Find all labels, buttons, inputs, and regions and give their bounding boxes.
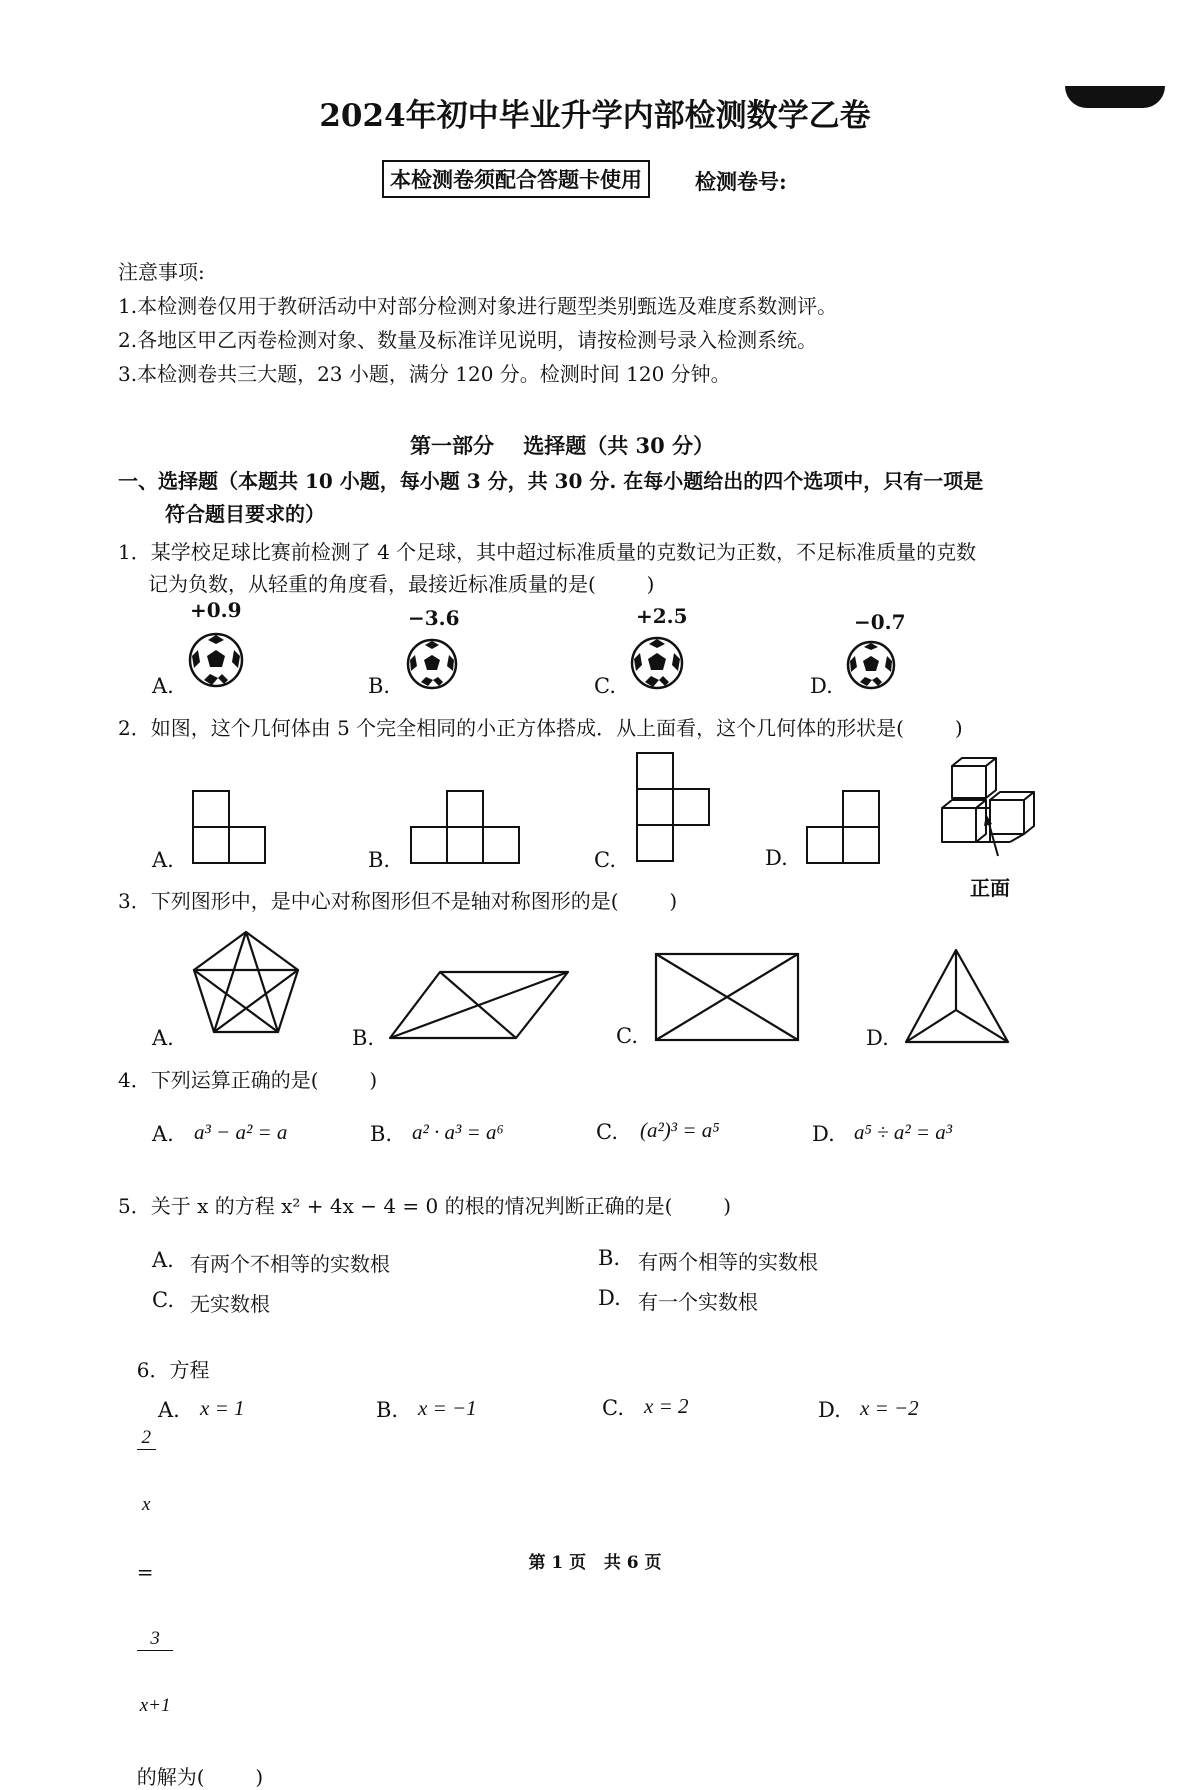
option-expr: a² · a³ = a⁶ xyxy=(412,1120,504,1144)
option-expr: x = −1 xyxy=(418,1396,477,1420)
soccer-ball-icon xyxy=(188,632,244,688)
parallelogram-figure xyxy=(388,970,570,1040)
notice-item: 3.本检测卷共三大题，23 小题，满分 120 分。检测时间 120 分钟。 xyxy=(118,362,731,386)
section-heading: 一、选择题（本题共 10 小题，每小题 3 分，共 30 分. 在每小题给出的四个选项中，只有一项是 xyxy=(118,469,984,493)
option-label: C. xyxy=(594,674,616,698)
option-label: A. xyxy=(158,1398,180,1422)
boxed-note: 本检测卷须配合答题卡使用 xyxy=(382,160,650,198)
top-view-option-d xyxy=(806,790,882,866)
option-label: B. xyxy=(598,1246,621,1270)
soccer-ball-icon xyxy=(846,640,896,690)
ball-value-a: +0.9 xyxy=(190,598,242,622)
part-title: 第一部分 选择题（共 30 分） xyxy=(410,433,715,458)
option-label: C. xyxy=(594,848,616,872)
ball-value-b: −3.6 xyxy=(408,606,460,630)
option-expr: x = 2 xyxy=(644,1394,689,1418)
option-label: D. xyxy=(812,1122,835,1146)
top-view-option-b xyxy=(410,790,522,866)
fraction-2-over-x: $\frac{2}{x}$ xyxy=(137,1383,156,1560)
option-label: D. xyxy=(598,1286,621,1310)
option-label: C. xyxy=(616,1024,638,1048)
triangle-figure xyxy=(904,948,1010,1044)
option-label: C. xyxy=(596,1120,618,1144)
option-label: B. xyxy=(368,674,391,698)
equals-sign: = xyxy=(136,1560,154,1584)
top-view-option-c xyxy=(636,752,712,864)
question-text: 记为负数，从轻重的角度看，最接近标准质量的是( ) xyxy=(148,572,655,596)
soccer-ball-icon xyxy=(630,636,684,690)
q6-prefix: 6．方程 xyxy=(136,1358,210,1382)
rectangle-figure xyxy=(654,952,800,1042)
question-text: 5．关于 x 的方程 x² + 4x − 4 = 0 的根的情况判断正确的是( ) xyxy=(118,1194,732,1218)
option-label: B. xyxy=(368,848,391,872)
option-text: 无实数根 xyxy=(190,1292,270,1316)
ball-value-d: −0.7 xyxy=(854,610,906,634)
top-view-option-a xyxy=(192,790,268,866)
option-label: C. xyxy=(602,1396,624,1420)
option-label: A. xyxy=(152,848,174,872)
pentagram-figure xyxy=(190,928,302,1040)
page-number: 第 1 页 共 6 页 xyxy=(528,1553,662,1573)
option-expr: a⁵ ÷ a² = a³ xyxy=(854,1120,953,1144)
option-label: D. xyxy=(765,846,788,870)
option-label: B. xyxy=(376,1398,399,1422)
notice-heading: 注意事项: xyxy=(118,260,205,284)
option-label: C. xyxy=(152,1288,174,1312)
option-label: A. xyxy=(152,1248,174,1272)
option-label: D. xyxy=(866,1026,889,1050)
option-label: A. xyxy=(152,1122,174,1146)
page-title: 2024年初中毕业升学内部检测数学乙卷 xyxy=(319,98,871,134)
soccer-ball-icon xyxy=(406,638,458,690)
question-text: 3．下列图形中，是中心对称图形但不是轴对称图形的是( ) xyxy=(118,889,678,913)
option-text: 有两个不相等的实数根 xyxy=(190,1252,390,1276)
notice-item: 2.各地区甲乙丙卷检测对象、数量及标准详见说明，请按检测号录入检测系统。 xyxy=(118,328,818,352)
option-label: A. xyxy=(152,1026,174,1050)
option-expr: (a²)³ = a⁵ xyxy=(640,1118,720,1142)
ball-value-c: +2.5 xyxy=(636,604,688,628)
section-heading: 符合题目要求的） xyxy=(165,502,325,526)
question-text: 2．如图，这个几何体由 5 个完全相同的小正方体搭成．从上面看，这个几何体的形状是( ) xyxy=(118,716,963,740)
q6-suffix: 的解为( ) xyxy=(136,1765,264,1789)
option-label: B. xyxy=(370,1122,393,1146)
option-label: D. xyxy=(810,674,833,698)
option-text: 有一个实数根 xyxy=(638,1290,758,1314)
option-expr: a³ − a² = a xyxy=(194,1120,288,1144)
option-label: B. xyxy=(352,1026,375,1050)
option-label: D. xyxy=(818,1398,841,1422)
notice-item: 1.本检测卷仅用于教研活动中对部分检测对象进行题型类别甄选及难度系数测评。 xyxy=(118,294,838,318)
option-label: A. xyxy=(152,674,174,698)
option-expr: x = 1 xyxy=(200,1396,245,1420)
option-text: 有两个相等的实数根 xyxy=(638,1250,818,1274)
option-expr: x = −2 xyxy=(860,1396,919,1420)
fraction-3-over-x-plus-1: $\frac{3}{x+1}$ xyxy=(137,1584,174,1761)
question-text: 4．下列运算正确的是( ) xyxy=(118,1068,378,1092)
cube-solid-figure xyxy=(940,756,1050,866)
front-label: 正面 xyxy=(970,876,1010,900)
question-text: 1．某学校足球比赛前检测了 4 个足球，其中超过标准质量的克数记为正数，不足标准质量的克数 xyxy=(118,540,977,564)
exam-no-label: 检测卷号: xyxy=(695,169,787,194)
